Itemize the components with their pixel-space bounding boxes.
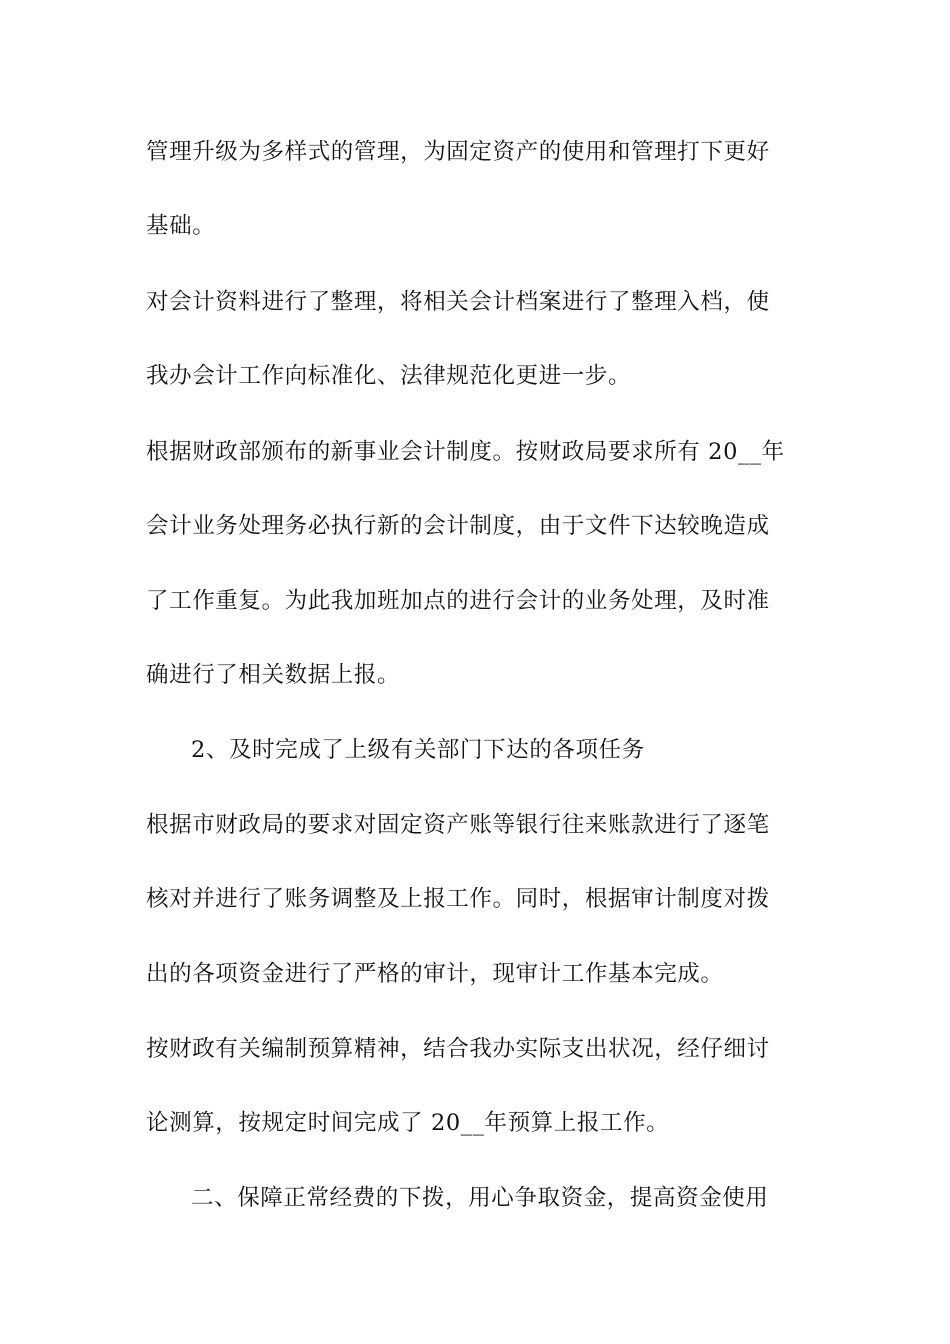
text-line: 论测算，按规定时间完成了 20__年预算上报工作。 [146, 1110, 670, 1136]
text-line: 我办会计工作向标准化、法律规范化更进一步。 [146, 363, 632, 389]
text-line: 了工作重复。为此我加班加点的进行会计的业务处理，及时准 [146, 588, 770, 614]
text-line: 管理升级为多样式的管理，为固定资产的使用和管理打下更好 [146, 139, 770, 165]
text-line: 按财政有关编制预算精神，结合我办实际支出状况，经仔细讨 [146, 1036, 770, 1062]
section-heading: 2、及时完成了上级有关部门下达的各项任务 [191, 737, 645, 763]
text-line: 基础。 [146, 213, 216, 239]
text-line: 对会计资料进行了整理，将相关会计档案进行了整理入档，使 [146, 289, 770, 315]
text-line: 根据市财政局的要求对固定资产账等银行往来账款进行了逐笔 [146, 812, 770, 838]
text-line: 确进行了相关数据上报。 [146, 662, 401, 688]
text-line: 会计业务处理务必执行新的会计制度，由于文件下达较晚造成 [146, 513, 770, 539]
text-line: 出的各项资金进行了严格的审计，现审计工作基本完成。 [146, 961, 724, 987]
section-heading: 二、保障正常经费的下拨，用心争取资金，提高资金使用 [191, 1185, 769, 1211]
text-line: 核对并进行了账务调整及上报工作。同时，根据审计制度对拨 [146, 886, 770, 912]
text-line: 根据财政部颁布的新事业会计制度。按财政局要求所有 20__年 [146, 439, 785, 465]
